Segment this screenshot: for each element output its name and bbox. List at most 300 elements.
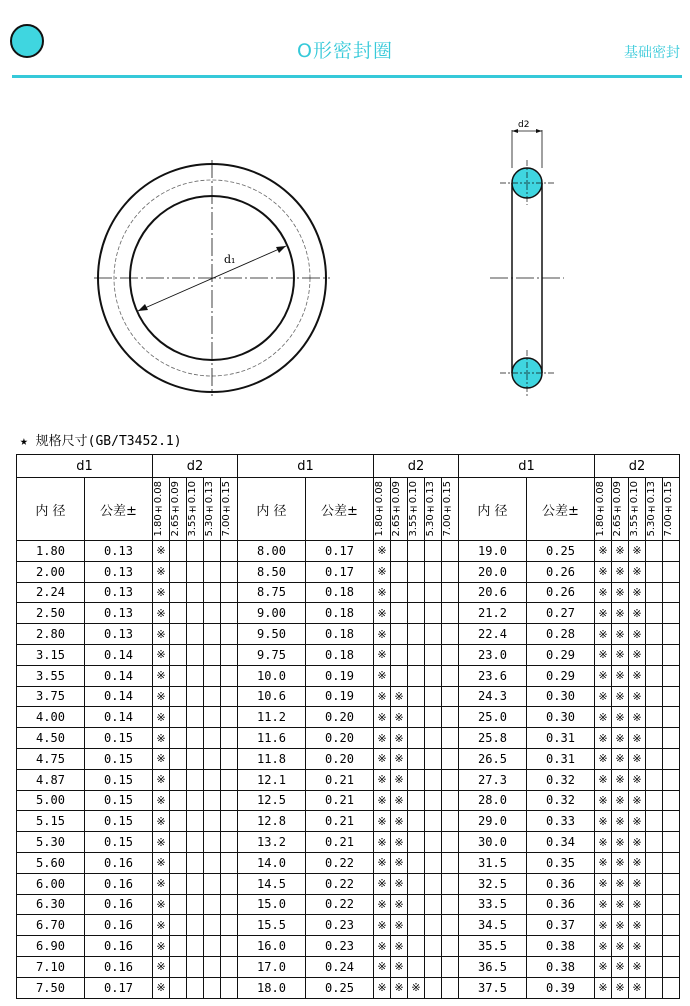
available-mark-cell: ※ bbox=[595, 956, 612, 977]
inner-diameter-cell: 2.50 bbox=[17, 603, 85, 624]
available-mark-cell: ※ bbox=[629, 603, 646, 624]
o-ring-drawing bbox=[0, 100, 690, 410]
empty-cell bbox=[408, 644, 425, 665]
available-mark-cell: ※ bbox=[153, 790, 170, 811]
empty-cell bbox=[187, 582, 204, 603]
available-mark-cell: ※ bbox=[374, 561, 391, 582]
empty-cell bbox=[187, 603, 204, 624]
empty-cell bbox=[170, 582, 187, 603]
empty-cell bbox=[221, 582, 238, 603]
empty-cell bbox=[425, 894, 442, 915]
empty-cell bbox=[442, 665, 459, 686]
empty-cell bbox=[170, 936, 187, 957]
header-tolerance: 公差± bbox=[527, 478, 595, 541]
tolerance-cell: 0.38 bbox=[527, 936, 595, 957]
empty-cell bbox=[221, 769, 238, 790]
empty-cell bbox=[204, 873, 221, 894]
tolerance-cell: 0.21 bbox=[306, 811, 374, 832]
empty-cell bbox=[425, 790, 442, 811]
header-d2-size bbox=[646, 478, 663, 541]
inner-diameter-cell: 37.5 bbox=[459, 977, 527, 998]
inner-diameter-cell: 1.80 bbox=[17, 541, 85, 562]
table-row bbox=[17, 832, 680, 853]
empty-cell bbox=[187, 790, 204, 811]
empty-cell bbox=[425, 603, 442, 624]
empty-cell bbox=[170, 852, 187, 873]
tolerance-cell: 0.21 bbox=[306, 790, 374, 811]
empty-cell bbox=[170, 977, 187, 998]
available-mark-cell: ※ bbox=[408, 977, 425, 998]
table-row bbox=[17, 769, 680, 790]
table-row bbox=[17, 915, 680, 936]
empty-cell bbox=[442, 936, 459, 957]
available-mark-cell: ※ bbox=[629, 915, 646, 936]
empty-cell bbox=[391, 665, 408, 686]
available-mark-cell: ※ bbox=[391, 915, 408, 936]
table-row bbox=[17, 707, 680, 728]
header-d2-size bbox=[408, 478, 425, 541]
table-row bbox=[17, 873, 680, 894]
empty-cell bbox=[408, 686, 425, 707]
available-mark-cell: ※ bbox=[612, 936, 629, 957]
empty-cell bbox=[408, 541, 425, 562]
inner-diameter-cell: 5.60 bbox=[17, 852, 85, 873]
empty-cell bbox=[646, 852, 663, 873]
empty-cell bbox=[170, 956, 187, 977]
empty-cell bbox=[663, 624, 680, 645]
available-mark-cell: ※ bbox=[391, 852, 408, 873]
tolerance-cell: 0.21 bbox=[306, 832, 374, 853]
inner-diameter-cell: 20.6 bbox=[459, 582, 527, 603]
table-row bbox=[17, 686, 680, 707]
available-mark-cell: ※ bbox=[629, 728, 646, 749]
available-mark-cell: ※ bbox=[629, 686, 646, 707]
empty-cell bbox=[204, 582, 221, 603]
tolerance-cell: 0.36 bbox=[527, 873, 595, 894]
empty-cell bbox=[204, 561, 221, 582]
empty-cell bbox=[646, 582, 663, 603]
header-tolerance: 公差± bbox=[85, 478, 153, 541]
empty-cell bbox=[170, 832, 187, 853]
available-mark-cell: ※ bbox=[595, 873, 612, 894]
empty-cell bbox=[408, 790, 425, 811]
d2-size-label: 3.55±0.10 bbox=[187, 481, 198, 537]
available-mark-cell: ※ bbox=[374, 811, 391, 832]
available-mark-cell: ※ bbox=[374, 748, 391, 769]
d2-size-label: 2.65±0.09 bbox=[612, 481, 623, 537]
tolerance-cell: 0.16 bbox=[85, 852, 153, 873]
available-mark-cell: ※ bbox=[374, 707, 391, 728]
inner-diameter-cell: 8.75 bbox=[238, 582, 306, 603]
tolerance-cell: 0.31 bbox=[527, 748, 595, 769]
inner-diameter-cell: 4.75 bbox=[17, 748, 85, 769]
inner-diameter-cell: 3.55 bbox=[17, 665, 85, 686]
inner-diameter-cell: 18.0 bbox=[238, 977, 306, 998]
empty-cell bbox=[663, 561, 680, 582]
available-mark-cell: ※ bbox=[629, 977, 646, 998]
empty-cell bbox=[204, 894, 221, 915]
inner-diameter-cell: 11.2 bbox=[238, 707, 306, 728]
d2-dimension-label: d2 bbox=[518, 120, 530, 130]
tolerance-cell: 0.15 bbox=[85, 790, 153, 811]
available-mark-cell: ※ bbox=[595, 977, 612, 998]
empty-cell bbox=[391, 561, 408, 582]
empty-cell bbox=[663, 582, 680, 603]
empty-cell bbox=[646, 748, 663, 769]
tolerance-cell: 0.18 bbox=[306, 603, 374, 624]
tolerance-cell: 0.28 bbox=[527, 624, 595, 645]
table-row bbox=[17, 936, 680, 957]
available-mark-cell: ※ bbox=[629, 790, 646, 811]
available-mark-cell: ※ bbox=[153, 561, 170, 582]
empty-cell bbox=[663, 790, 680, 811]
tolerance-cell: 0.37 bbox=[527, 915, 595, 936]
tolerance-cell: 0.20 bbox=[306, 728, 374, 749]
inner-diameter-cell: 11.6 bbox=[238, 728, 306, 749]
empty-cell bbox=[646, 977, 663, 998]
available-mark-cell: ※ bbox=[153, 686, 170, 707]
empty-cell bbox=[442, 832, 459, 853]
empty-cell bbox=[170, 707, 187, 728]
available-mark-cell: ※ bbox=[612, 665, 629, 686]
available-mark-cell: ※ bbox=[374, 624, 391, 645]
empty-cell bbox=[408, 873, 425, 894]
table-row bbox=[17, 582, 680, 603]
empty-cell bbox=[187, 832, 204, 853]
inner-diameter-cell: 7.50 bbox=[17, 977, 85, 998]
empty-cell bbox=[170, 603, 187, 624]
available-mark-cell: ※ bbox=[391, 769, 408, 790]
inner-diameter-cell: 16.0 bbox=[238, 936, 306, 957]
available-mark-cell: ※ bbox=[595, 665, 612, 686]
tolerance-cell: 0.19 bbox=[306, 665, 374, 686]
empty-cell bbox=[391, 644, 408, 665]
empty-cell bbox=[221, 541, 238, 562]
empty-cell bbox=[204, 811, 221, 832]
available-mark-cell: ※ bbox=[612, 769, 629, 790]
table-row bbox=[17, 956, 680, 977]
table-row bbox=[17, 811, 680, 832]
tolerance-cell: 0.39 bbox=[527, 977, 595, 998]
empty-cell bbox=[204, 728, 221, 749]
empty-cell bbox=[187, 624, 204, 645]
inner-diameter-cell: 32.5 bbox=[459, 873, 527, 894]
header-rule bbox=[12, 75, 682, 78]
available-mark-cell: ※ bbox=[153, 644, 170, 665]
inner-diameter-cell: 3.15 bbox=[17, 644, 85, 665]
available-mark-cell: ※ bbox=[595, 894, 612, 915]
empty-cell bbox=[170, 748, 187, 769]
header-inner-diameter: 内 径 bbox=[17, 478, 85, 541]
empty-cell bbox=[221, 728, 238, 749]
available-mark-cell: ※ bbox=[374, 977, 391, 998]
available-mark-cell: ※ bbox=[595, 686, 612, 707]
available-mark-cell: ※ bbox=[595, 561, 612, 582]
table-row bbox=[17, 790, 680, 811]
empty-cell bbox=[221, 852, 238, 873]
empty-cell bbox=[187, 769, 204, 790]
table-row bbox=[17, 665, 680, 686]
inner-diameter-cell: 12.8 bbox=[238, 811, 306, 832]
tolerance-cell: 0.16 bbox=[85, 915, 153, 936]
header-tolerance: 公差± bbox=[306, 478, 374, 541]
header-inner-diameter: 内 径 bbox=[238, 478, 306, 541]
empty-cell bbox=[663, 852, 680, 873]
empty-cell bbox=[187, 894, 204, 915]
empty-cell bbox=[425, 811, 442, 832]
d2-size-label: 5.30±0.13 bbox=[646, 481, 657, 537]
empty-cell bbox=[170, 769, 187, 790]
d2-size-label: 2.65±0.09 bbox=[391, 481, 402, 537]
header-d2-size bbox=[425, 478, 442, 541]
empty-cell bbox=[442, 561, 459, 582]
available-mark-cell: ※ bbox=[595, 769, 612, 790]
empty-cell bbox=[663, 748, 680, 769]
d2-size-label: 1.80±0.08 bbox=[374, 481, 385, 537]
available-mark-cell: ※ bbox=[153, 915, 170, 936]
available-mark-cell: ※ bbox=[612, 603, 629, 624]
available-mark-cell: ※ bbox=[612, 541, 629, 562]
tolerance-cell: 0.32 bbox=[527, 790, 595, 811]
inner-diameter-cell: 8.00 bbox=[238, 541, 306, 562]
empty-cell bbox=[442, 707, 459, 728]
available-mark-cell: ※ bbox=[629, 624, 646, 645]
available-mark-cell: ※ bbox=[595, 790, 612, 811]
available-mark-cell: ※ bbox=[629, 561, 646, 582]
header-d2-size bbox=[374, 478, 391, 541]
inner-diameter-cell: 29.0 bbox=[459, 811, 527, 832]
empty-cell bbox=[204, 748, 221, 769]
tolerance-cell: 0.19 bbox=[306, 686, 374, 707]
available-mark-cell: ※ bbox=[374, 769, 391, 790]
inner-diameter-cell: 26.5 bbox=[459, 748, 527, 769]
empty-cell bbox=[170, 915, 187, 936]
available-mark-cell: ※ bbox=[374, 790, 391, 811]
empty-cell bbox=[663, 936, 680, 957]
available-mark-cell: ※ bbox=[153, 811, 170, 832]
available-mark-cell: ※ bbox=[153, 603, 170, 624]
empty-cell bbox=[221, 644, 238, 665]
available-mark-cell: ※ bbox=[612, 644, 629, 665]
inner-diameter-cell: 4.00 bbox=[17, 707, 85, 728]
empty-cell bbox=[170, 811, 187, 832]
empty-cell bbox=[221, 811, 238, 832]
inner-diameter-cell: 31.5 bbox=[459, 852, 527, 873]
tolerance-cell: 0.30 bbox=[527, 686, 595, 707]
empty-cell bbox=[646, 811, 663, 832]
empty-cell bbox=[221, 561, 238, 582]
empty-cell bbox=[204, 541, 221, 562]
empty-cell bbox=[408, 852, 425, 873]
empty-cell bbox=[221, 686, 238, 707]
empty-cell bbox=[170, 541, 187, 562]
spec-table bbox=[16, 454, 680, 999]
table-row bbox=[17, 894, 680, 915]
available-mark-cell: ※ bbox=[629, 769, 646, 790]
inner-diameter-cell: 12.5 bbox=[238, 790, 306, 811]
empty-cell bbox=[663, 873, 680, 894]
empty-cell bbox=[425, 665, 442, 686]
empty-cell bbox=[663, 665, 680, 686]
empty-cell bbox=[663, 956, 680, 977]
available-mark-cell: ※ bbox=[629, 894, 646, 915]
empty-cell bbox=[408, 728, 425, 749]
header-d2-size bbox=[221, 478, 238, 541]
empty-cell bbox=[646, 790, 663, 811]
tolerance-cell: 0.24 bbox=[306, 956, 374, 977]
available-mark-cell: ※ bbox=[374, 873, 391, 894]
available-mark-cell: ※ bbox=[374, 665, 391, 686]
table-row bbox=[17, 541, 680, 562]
empty-cell bbox=[204, 603, 221, 624]
empty-cell bbox=[221, 915, 238, 936]
empty-cell bbox=[408, 811, 425, 832]
empty-cell bbox=[204, 852, 221, 873]
empty-cell bbox=[187, 561, 204, 582]
empty-cell bbox=[442, 852, 459, 873]
empty-cell bbox=[187, 956, 204, 977]
tolerance-cell: 0.25 bbox=[306, 977, 374, 998]
tolerance-cell: 0.36 bbox=[527, 894, 595, 915]
inner-diameter-cell: 20.0 bbox=[459, 561, 527, 582]
empty-cell bbox=[204, 769, 221, 790]
empty-cell bbox=[170, 644, 187, 665]
empty-cell bbox=[442, 541, 459, 562]
inner-diameter-cell: 33.5 bbox=[459, 894, 527, 915]
available-mark-cell: ※ bbox=[153, 894, 170, 915]
available-mark-cell: ※ bbox=[391, 832, 408, 853]
tolerance-cell: 0.32 bbox=[527, 769, 595, 790]
available-mark-cell: ※ bbox=[629, 665, 646, 686]
available-mark-cell: ※ bbox=[374, 541, 391, 562]
table-row bbox=[17, 748, 680, 769]
tolerance-cell: 0.21 bbox=[306, 769, 374, 790]
inner-diameter-cell: 22.4 bbox=[459, 624, 527, 645]
available-mark-cell: ※ bbox=[153, 936, 170, 957]
header-d2-size bbox=[204, 478, 221, 541]
available-mark-cell: ※ bbox=[153, 977, 170, 998]
tolerance-cell: 0.15 bbox=[85, 832, 153, 853]
tolerance-cell: 0.16 bbox=[85, 936, 153, 957]
empty-cell bbox=[408, 832, 425, 853]
empty-cell bbox=[204, 956, 221, 977]
empty-cell bbox=[391, 541, 408, 562]
inner-diameter-cell: 17.0 bbox=[238, 956, 306, 977]
empty-cell bbox=[187, 644, 204, 665]
inner-diameter-cell: 23.6 bbox=[459, 665, 527, 686]
available-mark-cell: ※ bbox=[612, 873, 629, 894]
available-mark-cell: ※ bbox=[153, 748, 170, 769]
tolerance-cell: 0.22 bbox=[306, 852, 374, 873]
available-mark-cell: ※ bbox=[612, 707, 629, 728]
available-mark-cell: ※ bbox=[629, 707, 646, 728]
available-mark-cell: ※ bbox=[374, 582, 391, 603]
empty-cell bbox=[170, 873, 187, 894]
inner-diameter-cell: 5.00 bbox=[17, 790, 85, 811]
tolerance-cell: 0.13 bbox=[85, 582, 153, 603]
empty-cell bbox=[204, 624, 221, 645]
d2-size-label: 1.80±0.08 bbox=[153, 481, 164, 537]
empty-cell bbox=[442, 624, 459, 645]
d2-size-label: 3.55±0.10 bbox=[629, 481, 640, 537]
d2-size-label: 2.65±0.09 bbox=[170, 481, 181, 537]
tolerance-cell: 0.33 bbox=[527, 811, 595, 832]
available-mark-cell: ※ bbox=[153, 852, 170, 873]
available-mark-cell: ※ bbox=[391, 956, 408, 977]
available-mark-cell: ※ bbox=[595, 541, 612, 562]
available-mark-cell: ※ bbox=[612, 582, 629, 603]
inner-diameter-cell: 3.75 bbox=[17, 686, 85, 707]
available-mark-cell: ※ bbox=[612, 956, 629, 977]
inner-diameter-cell: 8.50 bbox=[238, 561, 306, 582]
empty-cell bbox=[187, 748, 204, 769]
inner-diameter-cell: 2.00 bbox=[17, 561, 85, 582]
empty-cell bbox=[646, 603, 663, 624]
d2-size-label: 7.00±0.15 bbox=[442, 481, 453, 537]
tolerance-cell: 0.31 bbox=[527, 728, 595, 749]
empty-cell bbox=[646, 541, 663, 562]
available-mark-cell: ※ bbox=[629, 956, 646, 977]
inner-diameter-cell: 21.2 bbox=[459, 603, 527, 624]
available-mark-cell: ※ bbox=[153, 832, 170, 853]
table-row bbox=[17, 603, 680, 624]
empty-cell bbox=[221, 894, 238, 915]
empty-cell bbox=[204, 936, 221, 957]
empty-cell bbox=[391, 582, 408, 603]
empty-cell bbox=[646, 873, 663, 894]
empty-cell bbox=[170, 561, 187, 582]
empty-cell bbox=[646, 832, 663, 853]
empty-cell bbox=[425, 748, 442, 769]
empty-cell bbox=[425, 644, 442, 665]
d2-size-label: 1.80±0.08 bbox=[595, 481, 606, 537]
empty-cell bbox=[663, 832, 680, 853]
available-mark-cell: ※ bbox=[374, 603, 391, 624]
tolerance-cell: 0.16 bbox=[85, 873, 153, 894]
empty-cell bbox=[425, 728, 442, 749]
available-mark-cell: ※ bbox=[595, 936, 612, 957]
empty-cell bbox=[442, 603, 459, 624]
table-row bbox=[17, 561, 680, 582]
empty-cell bbox=[408, 915, 425, 936]
empty-cell bbox=[425, 686, 442, 707]
empty-cell bbox=[187, 707, 204, 728]
header-d1: d1 bbox=[17, 455, 153, 478]
empty-cell bbox=[170, 790, 187, 811]
table-row bbox=[17, 728, 680, 749]
empty-cell bbox=[204, 977, 221, 998]
available-mark-cell: ※ bbox=[612, 686, 629, 707]
tolerance-cell: 0.23 bbox=[306, 915, 374, 936]
available-mark-cell: ※ bbox=[595, 832, 612, 853]
empty-cell bbox=[204, 707, 221, 728]
empty-cell bbox=[646, 561, 663, 582]
empty-cell bbox=[221, 873, 238, 894]
empty-cell bbox=[663, 915, 680, 936]
empty-cell bbox=[408, 748, 425, 769]
empty-cell bbox=[425, 561, 442, 582]
empty-cell bbox=[663, 707, 680, 728]
available-mark-cell: ※ bbox=[595, 915, 612, 936]
empty-cell bbox=[221, 936, 238, 957]
inner-diameter-cell: 6.30 bbox=[17, 894, 85, 915]
empty-cell bbox=[442, 915, 459, 936]
empty-cell bbox=[663, 811, 680, 832]
inner-diameter-cell: 11.8 bbox=[238, 748, 306, 769]
available-mark-cell: ※ bbox=[153, 582, 170, 603]
inner-diameter-cell: 28.0 bbox=[459, 790, 527, 811]
available-mark-cell: ※ bbox=[374, 832, 391, 853]
